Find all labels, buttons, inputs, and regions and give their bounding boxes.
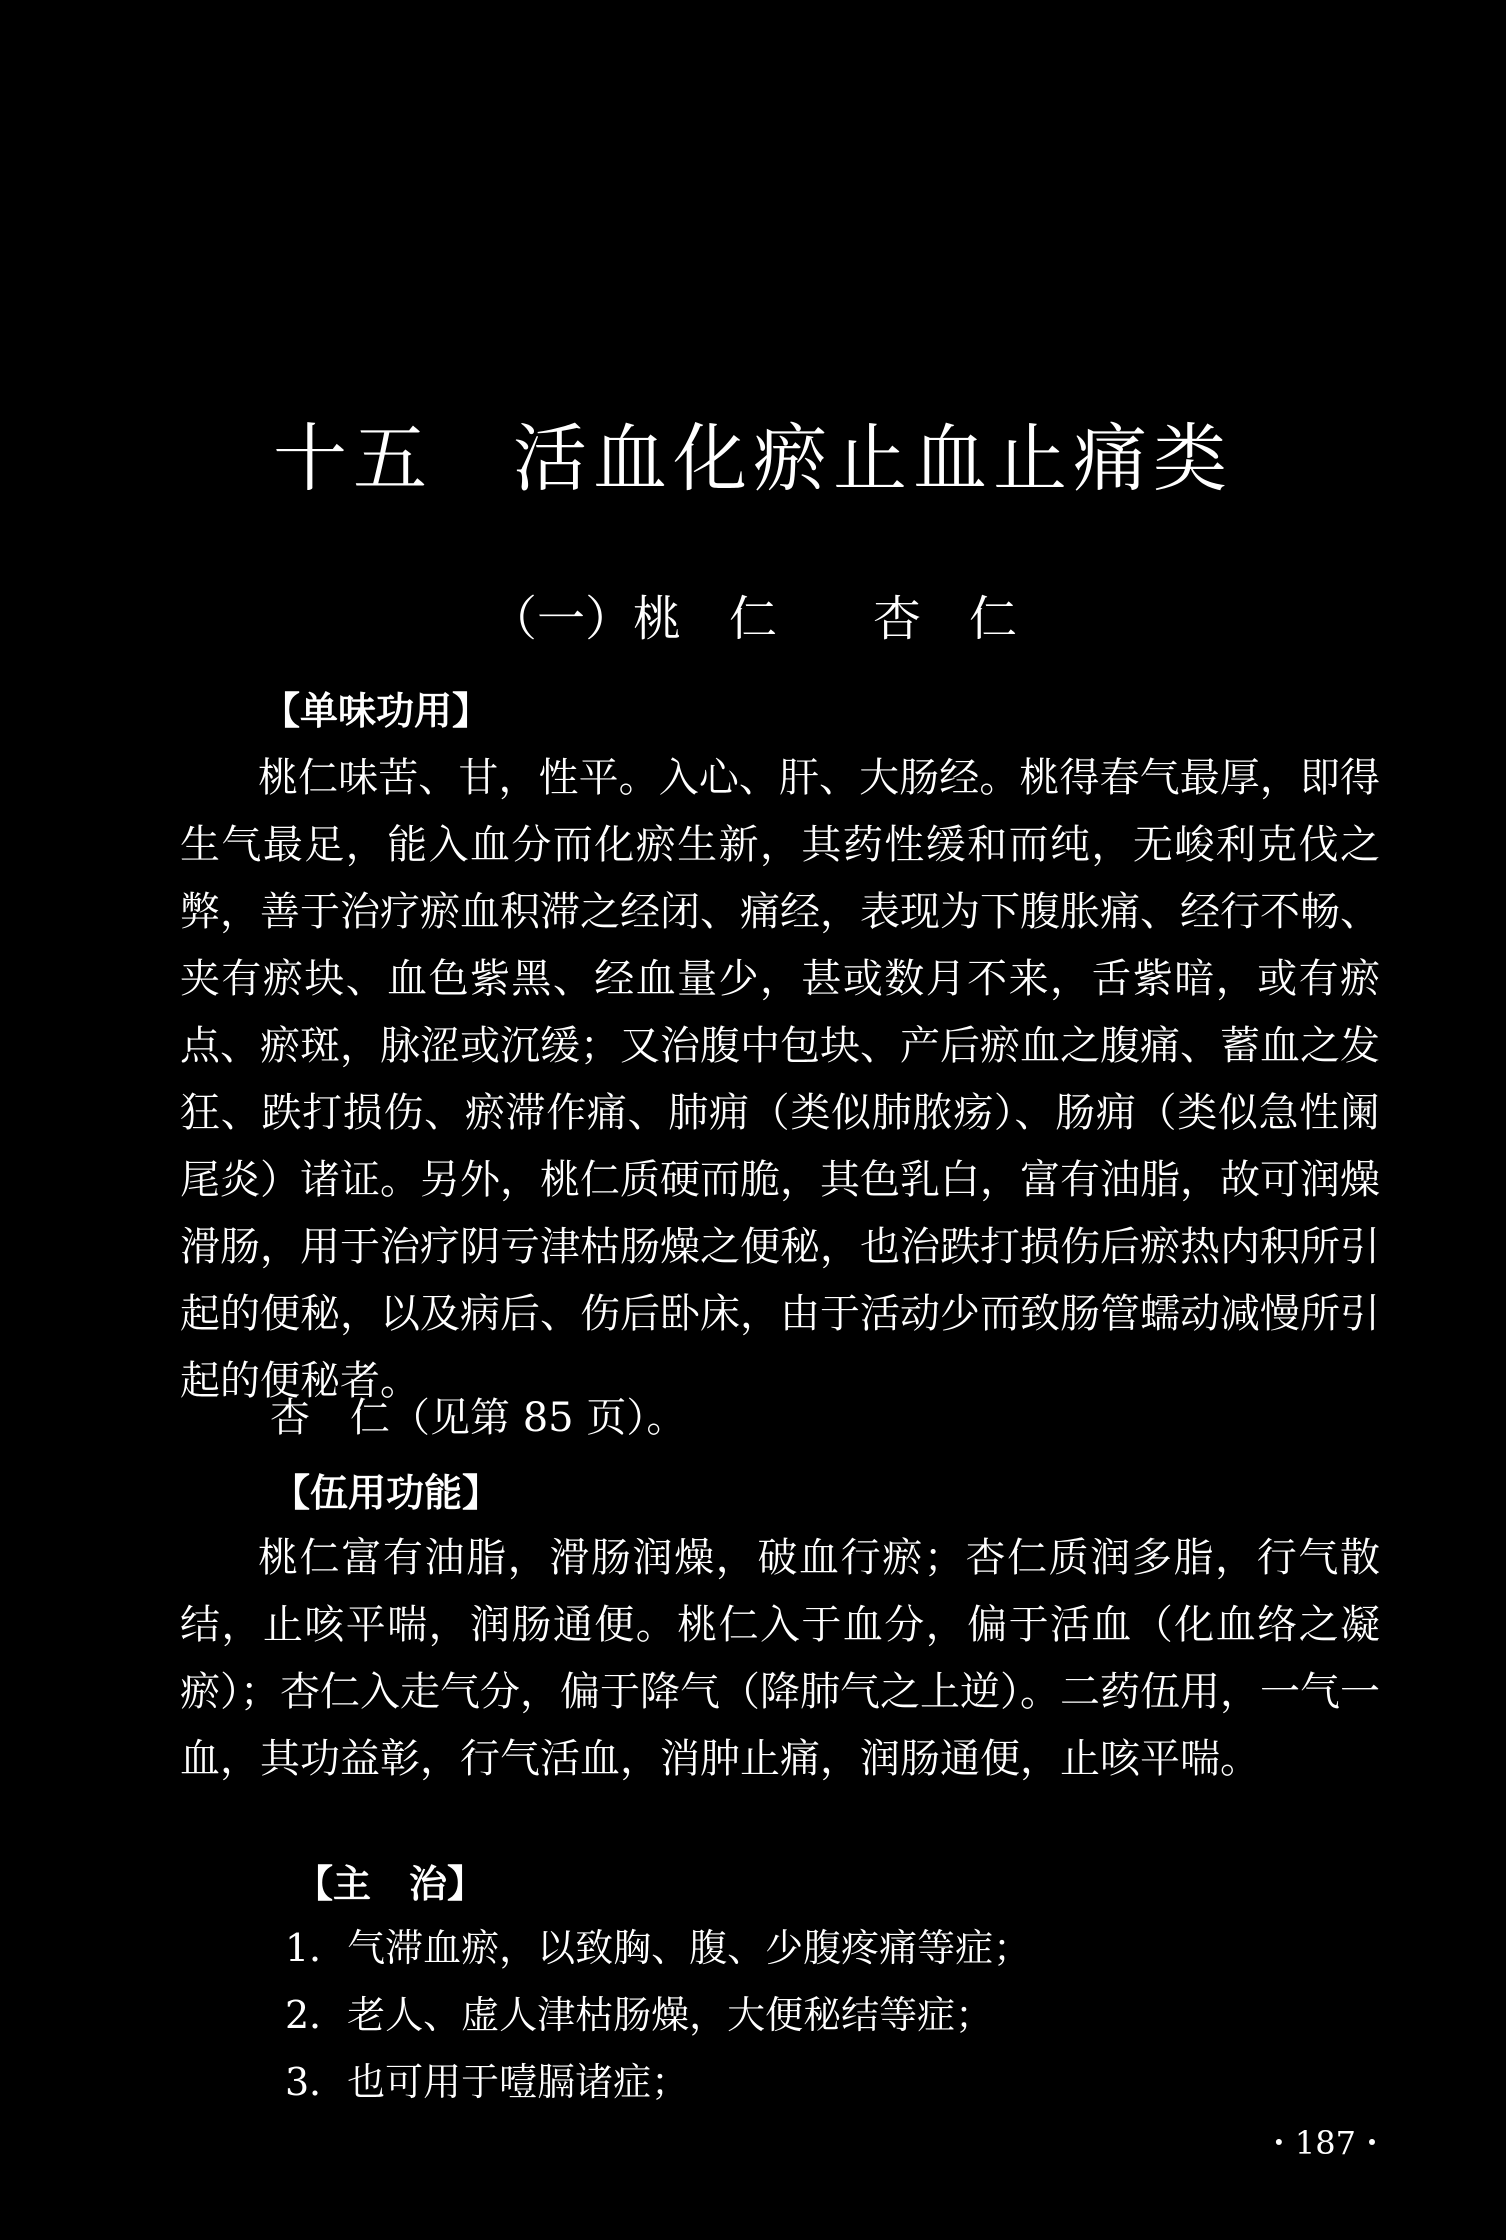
paragraph-xingren-reference: 杏 仁（见第 85 页）。: [270, 1395, 687, 1441]
heading-combined-function: 【伍用功能】: [272, 1471, 501, 1515]
heading-indications: 【主 治】: [295, 1862, 486, 1906]
section-title: （一）桃 仁 杏 仁: [488, 591, 1017, 647]
indications-list: [285, 1915, 1031, 2116]
list-item: 1．气滞血瘀，以致胸、腹、少腹疼痛等症；: [285, 1926, 1032, 1970]
list-item: 2．老人、虚人津枯肠燥，大便秘结等症；: [285, 1993, 994, 2037]
page-number: ・187・: [1262, 2124, 1388, 2162]
heading-single-function: 【单味功用】: [262, 689, 491, 733]
chapter-title: 十五 活血化瘀止血止痛类: [273, 416, 1233, 502]
paragraph-taoren: 桃仁味苦、甘，性平。入心、肝、大肠经。桃得春气最厚，即得生气最足，能入血分而化瘀生新，其药性缓和而纯，无峻利克伐之弊，善于治疗瘀血积滞之经闭、痛经，表现为下腹胀痛、经行不畅、夹有瘀块、血色紫黑、经血量少，甚或数月不来，舌紫暗，或有瘀点、瘀斑，脉涩或沉缓；又治腹中包块、产后瘀血之腹痛、蓄血之发狂、跌打损伤、瘀滞作痛、肺痈（类似肺脓疡）、肠痈（类似急性阑尾炎）诸证。另外，桃仁质硬而脆，其色乳白，富有油脂，故可润燥滑肠，用于治疗阴亏津枯肠燥之便秘，也治跌打损伤后瘀热内积所引起的便秘，以及病后、伤后卧床，由于活动少而致肠管蠕动减慢所引起的便秘者。: [180, 755, 1380, 1404]
paragraph-combined: 桃仁富有油脂，滑肠润燥，破血行瘀；杏仁质润多脂，行气散结，止咳平喘，润肠通便。桃仁入于血分，偏于活血（化血络之凝瘀）；杏仁入走气分，偏于降气（降肺气之上逆）。二药伍用，一气一血，其功益彰，行气活血，消肿止痛，润肠通便，止咳平喘。: [180, 1535, 1380, 1782]
list-item: 3．也可用于噎膈诸症；: [285, 2060, 690, 2104]
